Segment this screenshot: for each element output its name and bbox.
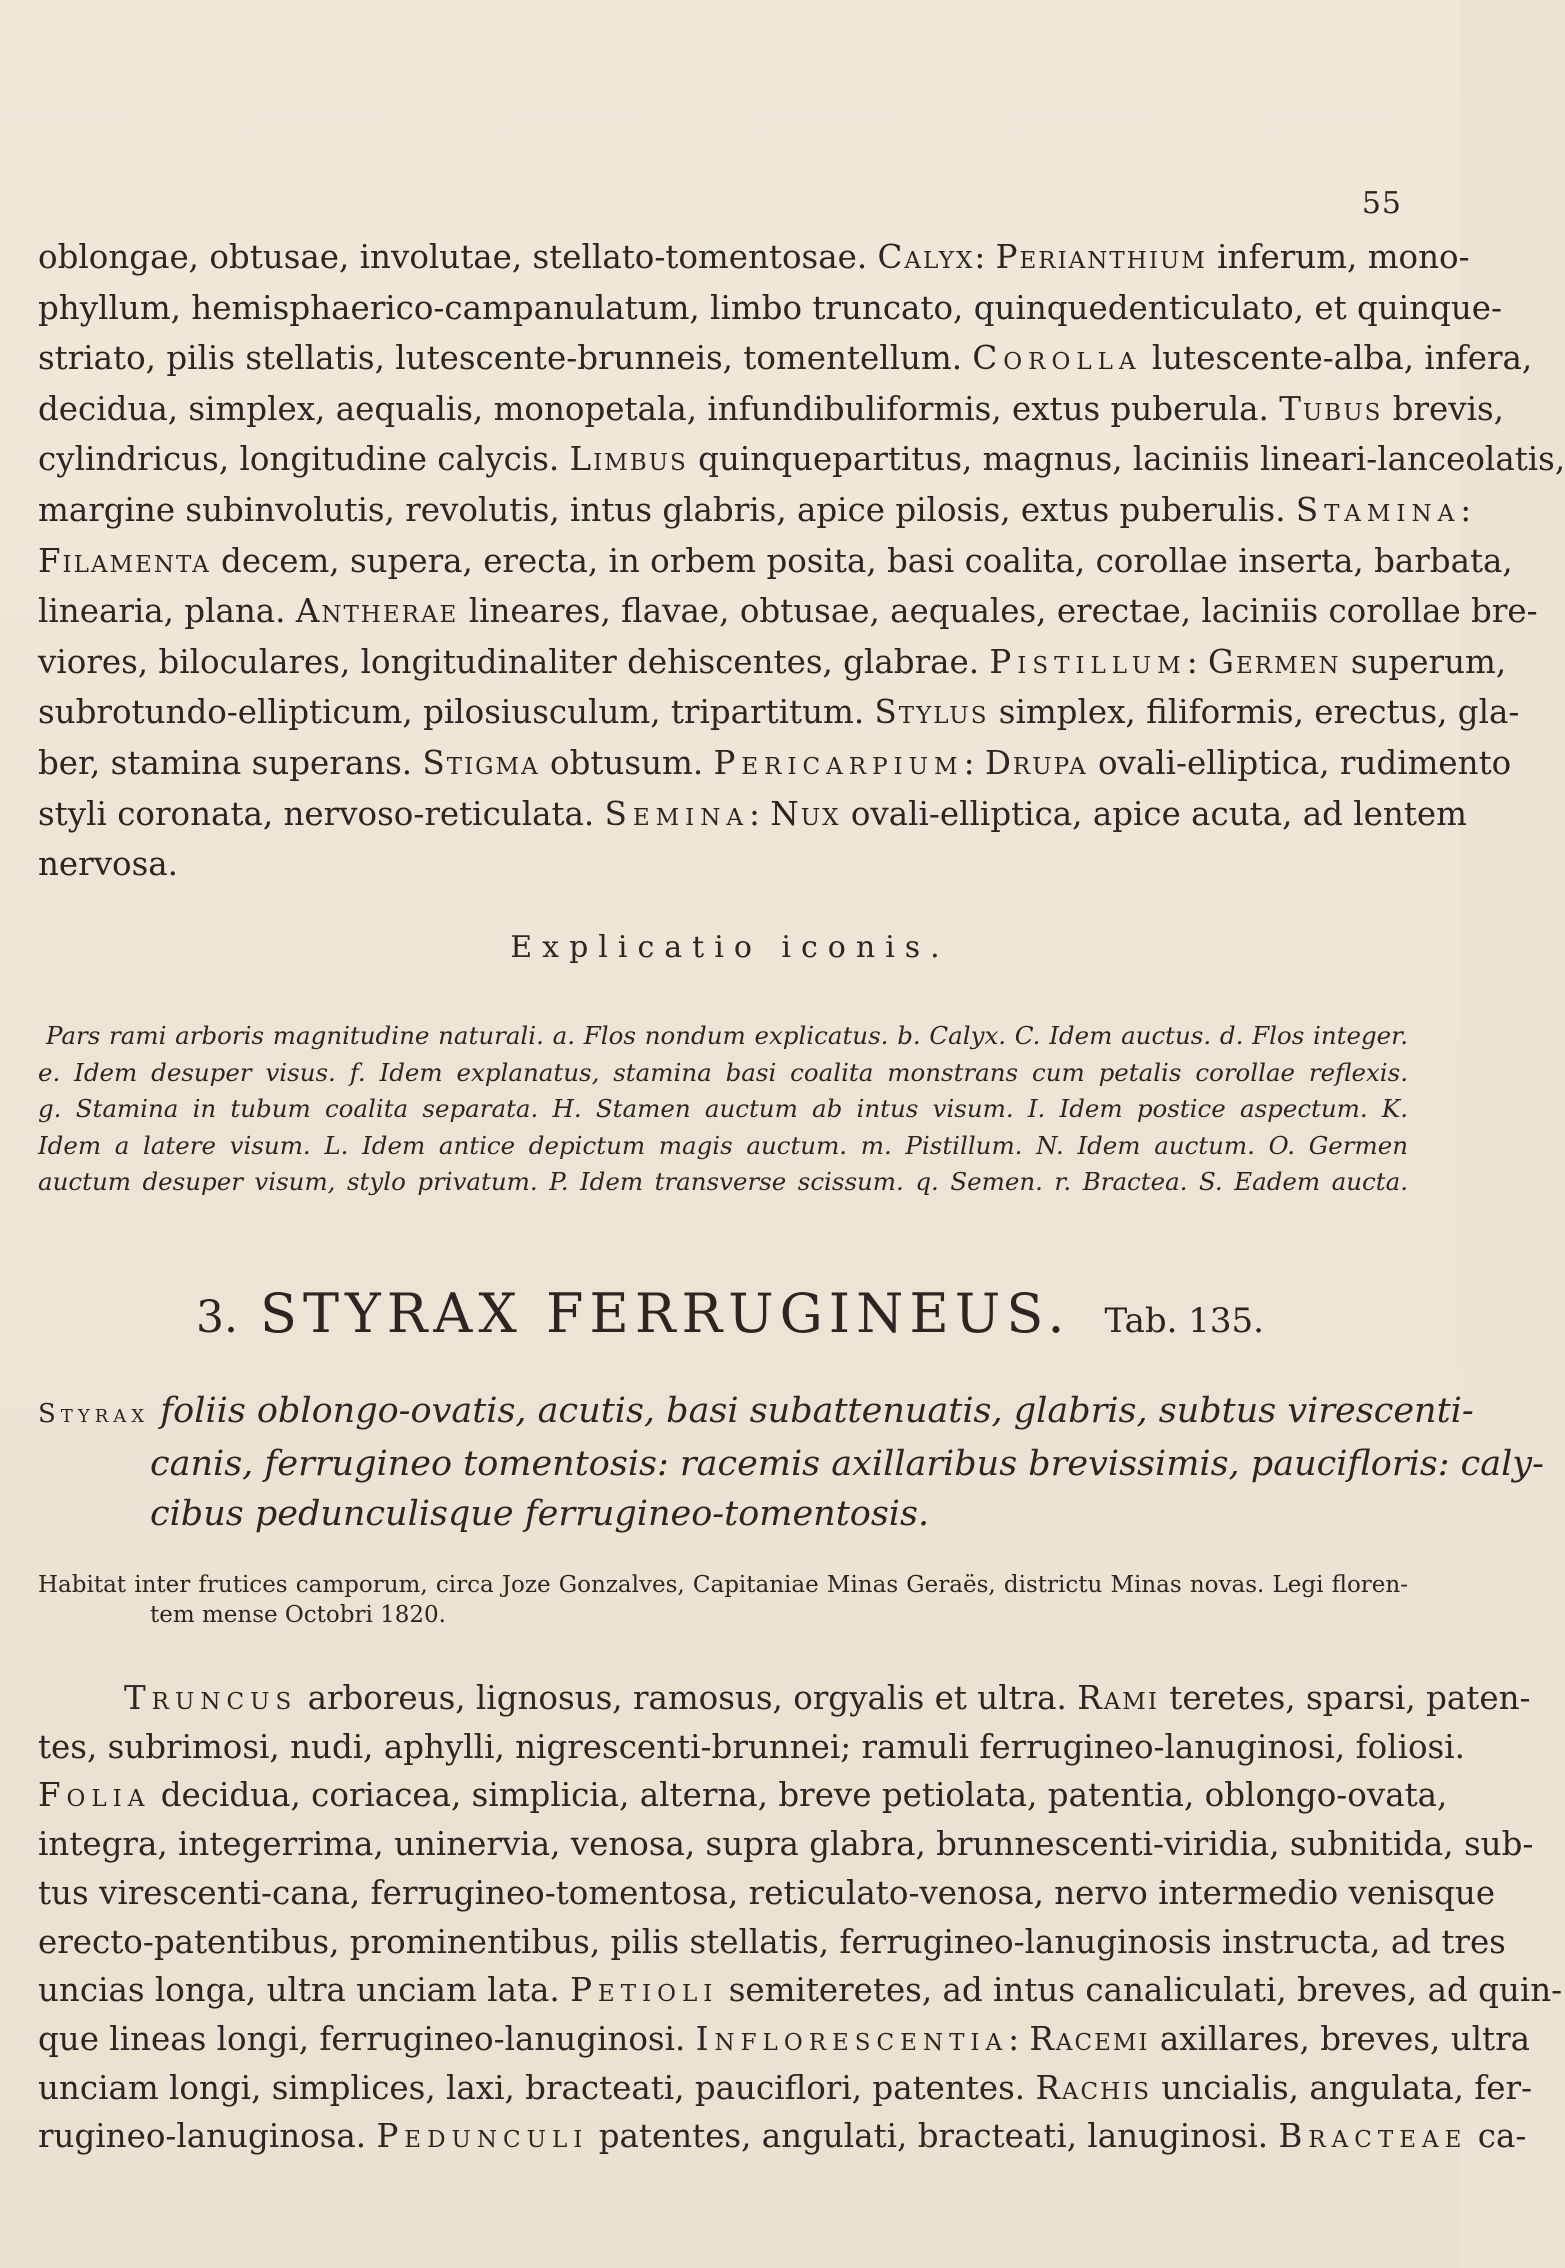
term-label: Inflorescentia <box>695 2019 1009 2058</box>
term-label: Tubus <box>1279 389 1383 428</box>
explicatio-line: Idem a latere visum. L. Idem antice depictum magis auctum. m. Pistillum. N. Idem auctum. O. Germen <box>38 1130 1408 1160</box>
term-label: Stamina <box>1295 490 1461 529</box>
text-run: : <box>974 238 996 276</box>
text-run: linearia, plana. <box>38 592 296 631</box>
diagnosis-line: canis, ferrugineo tomentosis: racemis axillaribus brevissimis, paucifloris: caly- <box>150 1444 1544 1484</box>
text-run: ovali-elliptica, apice acuta, ad lentem <box>840 794 1467 833</box>
text-line <box>38 738 1512 789</box>
habitat-line: Habitat inter frutices camporum, circa Joze Gonzalves, Capitaniae Minas Geraës, districtu Minas novas. Legi floren- <box>38 1572 1408 1598</box>
text-run: : <box>1460 490 1472 529</box>
text-run: : <box>1008 2019 1030 2058</box>
text-run: lineares, flavae, obtusae, aequales, erectae, laciniis corollae bre- <box>458 592 1538 631</box>
term-label: Semina <box>604 794 750 833</box>
text-line <box>38 1918 1506 1967</box>
text-run: decidua, coriacea, simplicia, alterna, breve petiolata, patentia, oblongo-ovata, <box>150 1776 1448 1815</box>
text-run: ber, stamina superans. <box>38 743 423 782</box>
text-line <box>38 1820 1534 1869</box>
term-label: Petioli <box>570 1971 719 2010</box>
term-label: Pericarpium <box>713 743 964 782</box>
text-run: uncias longa, ultra unciam lata. <box>38 1971 571 2010</box>
text-run: phyllum, hemisphaerico-campanulatum, limbo truncato, quinquedenticulato, et quinque- <box>38 288 1502 327</box>
text-run: cylindricus, longitudine calycis. <box>38 440 570 479</box>
text-run: brevis, <box>1382 389 1505 428</box>
text-line <box>38 333 1533 384</box>
text-run: unciam longi, simplices, laxi, bracteati, pauciflori, patentes. <box>38 2068 1036 2107</box>
species-name: STYRAX FERRUGINEUS. <box>260 1282 1071 1345</box>
term-label: Rami <box>1077 1679 1159 1717</box>
text-run: subrotundo-ellipticum, pilosiusculum, tripartitum. <box>38 693 875 732</box>
text-run: uncialis, angulata, fer- <box>1151 2068 1533 2107</box>
habitat-line: tem mense Octobri 1820. <box>150 1602 446 1628</box>
text-line <box>38 1723 1465 1772</box>
term-label: Stigma <box>422 743 540 782</box>
text-run: simplex, filiformis, erectus, gla- <box>988 693 1520 732</box>
plate-reference: Tab. 135. <box>1104 1301 1264 1341</box>
text-line <box>38 1674 1531 1723</box>
text-line <box>38 687 1520 738</box>
text-run: obtusum. <box>539 743 714 782</box>
text-line <box>38 485 1472 536</box>
text-run: lutescente-alba, infera, <box>1141 339 1533 378</box>
species-number: 3. <box>196 1292 239 1343</box>
term-label: Germen <box>1208 642 1341 681</box>
text-run: inferum, mono- <box>1206 238 1470 276</box>
explicatio-line: auctum desuper visum, stylo privatum. P. Idem transverse scissum. q. Semen. r. Bractea. S. Eadem aucta. <box>38 1167 1408 1196</box>
term-label: Nux <box>770 794 841 833</box>
explicatio-line: Pars rami arboris magnitudine naturali. a. Flos nondum explicatus. b. Calyx. C. Idem auctus. d. Flos integer. <box>46 1021 1408 1050</box>
explicatio-heading: Explicatio iconis. <box>510 930 950 965</box>
text-line <box>38 2015 1531 2064</box>
page-number: 55 <box>1361 186 1402 221</box>
text-run: superum, <box>1340 642 1507 681</box>
term-label: Drupa <box>984 743 1088 782</box>
term-label: Rachis <box>1035 2068 1152 2107</box>
term-label: Corolla <box>972 339 1142 378</box>
term-label: Stylus <box>874 693 989 732</box>
text-run: decidua, simplex, aequalis, monopetala, infundibuliformis, extus puberula. <box>38 389 1280 428</box>
term-label: Bracteae <box>1278 2117 1468 2156</box>
text-run: arboreus, lignosus, ramosus, orgyalis et ultra. <box>297 1679 1078 1717</box>
term-label: Limbus <box>569 440 688 479</box>
text-run: nervosa. <box>38 845 179 884</box>
text-run: ovali-elliptica, rudimento <box>1087 743 1512 782</box>
text-run: decem, supera, erecta, in orbem posita, basi coalita, corollae inserta, barbata, <box>210 541 1513 580</box>
text-run: : <box>963 743 985 782</box>
text-line <box>38 1966 1563 2015</box>
text-line <box>38 232 1470 283</box>
text-run: teretes, sparsi, paten- <box>1158 1679 1531 1717</box>
text-run: ca- <box>1467 2117 1527 2156</box>
text-run: semiteretes, ad intus canaliculati, breves, ad quin- <box>718 1971 1563 2010</box>
term-label: Calyx <box>877 238 975 276</box>
text-run: axillares, breves, ultra <box>1149 2019 1531 2058</box>
text-run: : <box>1186 642 1209 681</box>
text-run: viores, biloculares, longitudinaliter dehiscentes, glabrae. <box>38 642 990 681</box>
text-line <box>38 586 1538 637</box>
text-run: erecto-patentibus, prominentibus, pilis stellatis, ferrugineo-lanuginosis instructa, ad tres <box>38 1922 1506 1961</box>
text-line <box>38 839 1408 890</box>
term-label: Pistillum <box>989 642 1187 681</box>
term-label: Folia <box>38 1776 151 1815</box>
species-diagnosis <box>38 1386 1544 1539</box>
species-heading <box>0 1282 1460 1345</box>
term-label: Filamenta <box>38 541 211 580</box>
text-run: styli coronata, nervoso-reticulata. <box>38 794 605 833</box>
term-label: Racemi <box>1029 2019 1150 2058</box>
text-run: quinquepartitus, magnus, laciniis lineari-lanceolatis, <box>687 440 1565 479</box>
diagnosis-line: foliis oblongo-ovatis, acutis, basi subattenuatis, glabris, subtus virescenti- <box>160 1391 1474 1431</box>
diagnosis-line: cibus pedunculisque ferrugineo-tomentosis. <box>150 1494 930 1534</box>
text-run: patentes, angulati, bracteati, lanuginosi. <box>588 2117 1279 2156</box>
text-run: integra, integerrima, uninervia, venosa, supra glabra, brunnescenti-viridia, subnitida, sub- <box>38 1825 1534 1864</box>
text-line <box>38 536 1513 587</box>
text-line <box>38 789 1467 840</box>
term-label: Truncus <box>124 1679 298 1717</box>
term-label: Perianthium <box>995 238 1207 276</box>
term-label: Antherae <box>295 592 459 631</box>
text-line <box>38 434 1565 485</box>
text-line <box>38 1869 1496 1918</box>
explicatio-text <box>38 1018 1408 1201</box>
species-description <box>38 1674 1563 2161</box>
text-run: oblongae, obtusae, involutae, stellato-tomentosae. <box>38 238 878 276</box>
text-run: tus virescenti-cana, ferrugineo-tomentosa, reticulato-venosa, nervo intermedio venisque <box>38 1873 1496 1912</box>
explicatio-line: e. Idem desuper visus. f. Idem explanatus, stamina basi coalita monstrans cum petalis corollae reflexis. <box>38 1057 1408 1087</box>
habitat-note <box>38 1570 1408 1630</box>
text-line <box>38 2064 1533 2113</box>
text-line <box>38 637 1507 688</box>
text-run: margine subinvolutis, revolutis, intus glabris, apice pilosis, extus puberulis. <box>38 490 1296 529</box>
explicatio-line: g. Stamina in tubum coalita separata. H. Stamen auctum ab intus visum. I. Idem postice aspectum. K. <box>38 1094 1408 1123</box>
text-line <box>38 2112 1527 2161</box>
text-run: striato, pilis stellatis, lutescente-brunneis, tomentellum. <box>38 339 973 378</box>
description-paragraph <box>38 232 1565 890</box>
text-run: rugineo-lanuginosa. <box>38 2117 377 2156</box>
text-run: que lineas longi, ferrugineo-lanuginosi. <box>38 2019 696 2058</box>
text-line <box>38 283 1502 334</box>
text-line <box>38 384 1505 435</box>
text-line <box>38 1771 1448 1820</box>
text-run: : <box>749 794 771 833</box>
diagnosis-genus: Styrax <box>38 1399 150 1429</box>
term-label: Pedunculi <box>376 2117 589 2156</box>
text-run: tes, subrimosi, nudi, aphylli, nigrescenti-brunnei; ramuli ferrugineo-lanuginosi, foliosi. <box>38 1727 1465 1766</box>
